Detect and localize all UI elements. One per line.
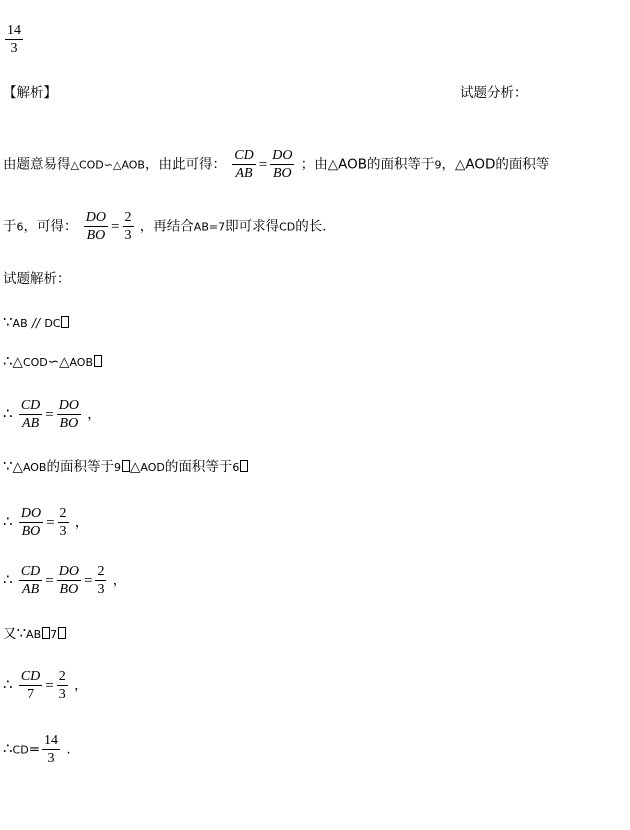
text: 6 xyxy=(232,461,240,474)
fraction-cd-ab xyxy=(19,397,42,432)
triangle-symbol: △ xyxy=(59,354,70,370)
comma: ， xyxy=(87,406,101,423)
placeholder-box-icon xyxy=(240,460,248,472)
numerator: 2 xyxy=(59,506,67,521)
text: CD xyxy=(12,743,29,757)
equals-sign: = xyxy=(258,156,268,173)
fraction-2-3 xyxy=(123,209,134,244)
solution-step-1 xyxy=(3,313,69,333)
analysis-subheading: 试题分析： xyxy=(460,85,528,101)
text: 即可求得 xyxy=(225,218,280,235)
numerator: 14 xyxy=(44,733,59,748)
text: △COD∽△AOB xyxy=(70,158,145,172)
solution-step-8 xyxy=(3,668,88,703)
text: ，再结合 xyxy=(139,218,194,235)
fraction-do-bo xyxy=(84,209,108,244)
fraction-2-3 xyxy=(58,505,69,540)
therefore-symbol: ∴ xyxy=(3,675,13,694)
numerator: CD xyxy=(234,148,254,163)
denominator: 3 xyxy=(59,524,67,539)
text: 的面积等 xyxy=(495,156,550,173)
denominator: BO xyxy=(21,524,41,539)
text: 6 xyxy=(16,220,24,234)
text: 的面积等于 xyxy=(46,459,114,475)
placeholder-box-icon xyxy=(42,627,50,639)
answer-line xyxy=(3,22,25,57)
text: AB=7 xyxy=(193,220,226,234)
denominator: AB xyxy=(235,166,253,181)
denominator: 3 xyxy=(47,751,55,766)
fraction-2-3 xyxy=(57,668,68,703)
text: ；由 xyxy=(300,156,328,173)
text: CD xyxy=(279,220,296,234)
placeholder-box-icon xyxy=(122,460,130,472)
answer-fraction xyxy=(5,22,23,57)
fraction-do-bo xyxy=(57,563,81,598)
fraction-do-bo xyxy=(19,505,43,540)
equals-sign: = xyxy=(45,406,54,423)
text: DC xyxy=(44,317,61,330)
text: 的面积等于 xyxy=(367,156,435,173)
denominator: 3 xyxy=(58,687,66,702)
equals-sign: = xyxy=(45,572,54,589)
text: AOB xyxy=(69,356,93,369)
denominator: 7 xyxy=(27,687,35,702)
denominator: BO xyxy=(59,416,79,431)
therefore-symbol: ∴ xyxy=(3,739,13,758)
equals-sign: = xyxy=(45,677,54,694)
equals-sign: = xyxy=(111,218,120,235)
analysis-line-2 xyxy=(3,209,327,244)
solution-step-2 xyxy=(3,352,102,372)
solution-step-3 xyxy=(3,397,101,432)
solution-step-9 xyxy=(3,732,71,767)
denominator: 3 xyxy=(97,582,105,597)
comma: ， xyxy=(112,572,127,589)
analysis-heading: 【解析】 xyxy=(3,85,57,101)
placeholder-box-icon xyxy=(61,316,69,328)
fraction-14-3 xyxy=(42,732,60,767)
solution-step-4 xyxy=(3,457,248,477)
because-symbol: ∵ xyxy=(3,313,13,331)
parallel-symbol: // xyxy=(31,316,41,330)
equals-sign: = xyxy=(46,514,55,531)
fraction-2-3 xyxy=(95,563,106,598)
text: ， xyxy=(441,156,456,173)
text: △AOB xyxy=(327,156,368,173)
text: AB xyxy=(26,628,42,641)
triangle-symbol: △ xyxy=(12,459,23,475)
therefore-symbol: ∴ xyxy=(3,404,13,423)
because-symbol: ∵ xyxy=(16,624,27,642)
numerator: DO xyxy=(85,210,107,225)
period: . xyxy=(66,741,71,758)
equals-sign: = xyxy=(28,741,41,758)
text: AOB xyxy=(22,461,47,474)
analysis-line-1 xyxy=(3,147,549,182)
text: 由题意易得 xyxy=(3,156,71,173)
numerator: 2 xyxy=(124,210,132,225)
denominator: 3 xyxy=(124,228,132,243)
fraction-cd-ab xyxy=(19,563,42,598)
answer-numerator: 14 xyxy=(7,23,21,38)
text: 9 xyxy=(113,461,121,474)
denominator: BO xyxy=(86,228,106,243)
fraction-do-bo xyxy=(270,147,294,182)
solution-step-7 xyxy=(3,624,66,644)
fraction-cd-7 xyxy=(19,668,42,703)
text: AOD xyxy=(140,461,165,474)
text: 的长. xyxy=(295,218,327,235)
denominator: BO xyxy=(59,582,79,597)
text: △AOD xyxy=(455,156,496,173)
therefore-symbol: ∴ xyxy=(3,570,13,589)
text: 又 xyxy=(3,626,17,642)
text: 9 xyxy=(434,158,442,172)
similar-symbol: ∽ xyxy=(47,354,60,370)
equals-sign: = xyxy=(84,572,93,589)
triangle-symbol: △ xyxy=(12,354,23,370)
denominator: AB xyxy=(22,582,40,597)
text: ，可得： xyxy=(23,218,78,235)
numerator: DO xyxy=(20,506,42,521)
solution-step-6 xyxy=(3,563,126,598)
numerator: DO xyxy=(58,398,79,413)
denominator: AB xyxy=(22,416,40,431)
numerator: CD xyxy=(20,398,41,413)
comma: ， xyxy=(74,514,89,531)
text: 于 xyxy=(3,218,17,235)
numerator: 2 xyxy=(58,669,66,684)
numerator: CD xyxy=(20,669,41,684)
text: ，由此可得： xyxy=(144,156,226,173)
comma: ， xyxy=(74,677,88,694)
fraction-do-bo xyxy=(57,397,81,432)
solution-heading: 试题解析： xyxy=(3,271,71,287)
placeholder-box-icon xyxy=(94,355,102,367)
numerator: 2 xyxy=(97,564,105,579)
text: 7 xyxy=(50,628,58,641)
text: AB xyxy=(12,317,28,330)
text: COD xyxy=(22,356,48,369)
therefore-symbol: ∴ xyxy=(3,512,13,531)
solution-step-5 xyxy=(3,505,88,540)
numerator: DO xyxy=(58,564,79,579)
answer-denominator: 3 xyxy=(10,41,18,56)
placeholder-box-icon xyxy=(58,627,66,639)
numerator: CD xyxy=(20,564,41,579)
triangle-symbol: △ xyxy=(129,459,141,475)
fraction-cd-ab xyxy=(232,147,255,182)
text: 的面积等于 xyxy=(164,459,233,475)
because-symbol: ∵ xyxy=(3,457,13,475)
numerator: DO xyxy=(272,148,293,163)
denominator: BO xyxy=(272,166,292,181)
therefore-symbol: ∴ xyxy=(3,352,13,370)
